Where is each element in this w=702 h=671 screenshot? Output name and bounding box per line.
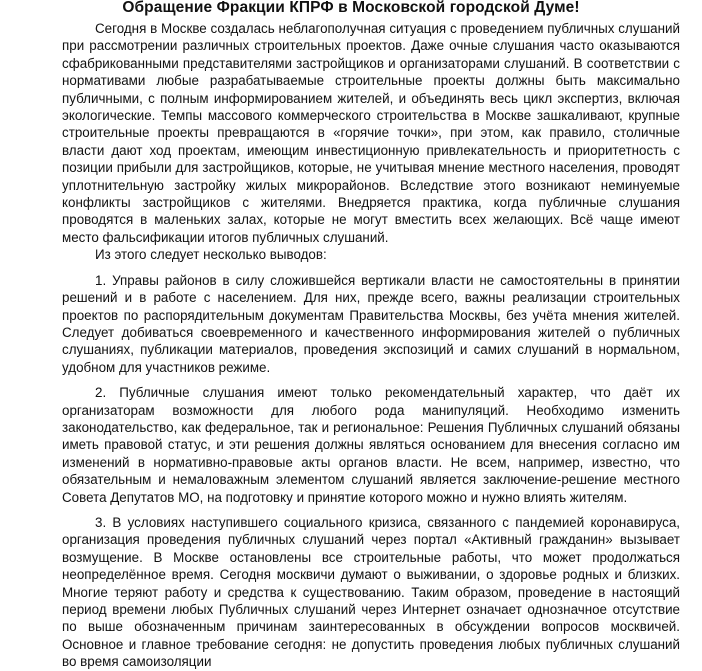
paragraph-point-2: 2. Публичные слушания имеют только рекомендательный характер, что даёт их организаторам возможности для любого рода манипуляций. Необходимо изменить законодательство, как федеральное, так и региональное: Решения Публичных слушаний обязаны иметь правовой статус, и эти решения должны являться основанием для внесения согласно им изменений в нормативно-правовые акты органов власти. Не всем, например, известно, что обязательным и немаловажным элементом слушаний является заключение-решение местного Совета Депутатов МО, на подготовку и принятие которого можно и нужно влиять жителям. [62, 385, 680, 505]
paragraph-point-3: 3. В условиях наступившего социального кризиса, связанного с пандемией коронавируса, организация проведения публичных слушаний через портал «Активный гражданин» вызывает возмущение. В Москве остановлены все строительные работы, что может продолжаться неопределённое время. Сегодня москвичи думают о выживании, о здоровье родных и близких. Многие теряют работу и средства к существованию. Таким образом, проведение в настоящий период времени любых Публичных слушаний через Интернет означает однозначное отсутствие по выше обозначенным причинам заинтересованных в обсуждении вопросов москвичей. Основное и главное требование сегодня: не допустить проведения любых публичных слушаний во время самоизоляции [62, 514, 680, 670]
paragraph-conclusions-lead: Из этого следует несколько выводов: [95, 247, 327, 263]
document-title: Обращение Фракции КПРФ в Московской городской Думе! [122, 0, 580, 16]
paragraph-point-1: 1. Управы районов в силу сложившейся вертикали власти не самостоятельны в принятии решений и в работе с населением. Для них, прежде всего, важны реализации строительных проектов по распорядительным документам Правительства Москвы, без учёта мнения жителей. Следует добиваться своевременного и качественного информирования жителей о публичных слушаниях, публикации материалов, проведения экспозиций и самих слушаний в нормальном, удобном для участников режиме. [62, 272, 680, 375]
paragraph-intro: Сегодня в Москве создалась неблагополучная ситуация с проведением публичных слушаний при рассмотрении различных строительных проектов. Даже очные слушания часто оказываются сфабрикованными представителями застройщиков и организаторами слушаний. В соответствии с нормативами любые разрабатываемые строительные проекты должны быть максимально публичными, с полным информированием жителей, и объединять весь цикл экспертиз, включая экологические. Темпы массового коммерческого строительства в Москве зашкаливают, крупные строительные проекты превращаются в «горячие точки», при этом, как правило, столичные власти дают ход проектам, имеющим инвестиционную привлекательность и приоритетность с позиции прибыли для застройщиков, которые, не учитывая мнение местного населения, проводят уплотнительную застройку жилых микрорайонов. Вследствие этого возникают неминуемые конфликты застройщиков с жителями. Внедряется практика, когда публичные слушания проводятся в маленьких залах, которые не могут вместить всех желающих. Всё чаще имеют место фальсификации итогов публичных слушаний. [62, 21, 680, 245]
document-body [62, 20, 680, 671]
